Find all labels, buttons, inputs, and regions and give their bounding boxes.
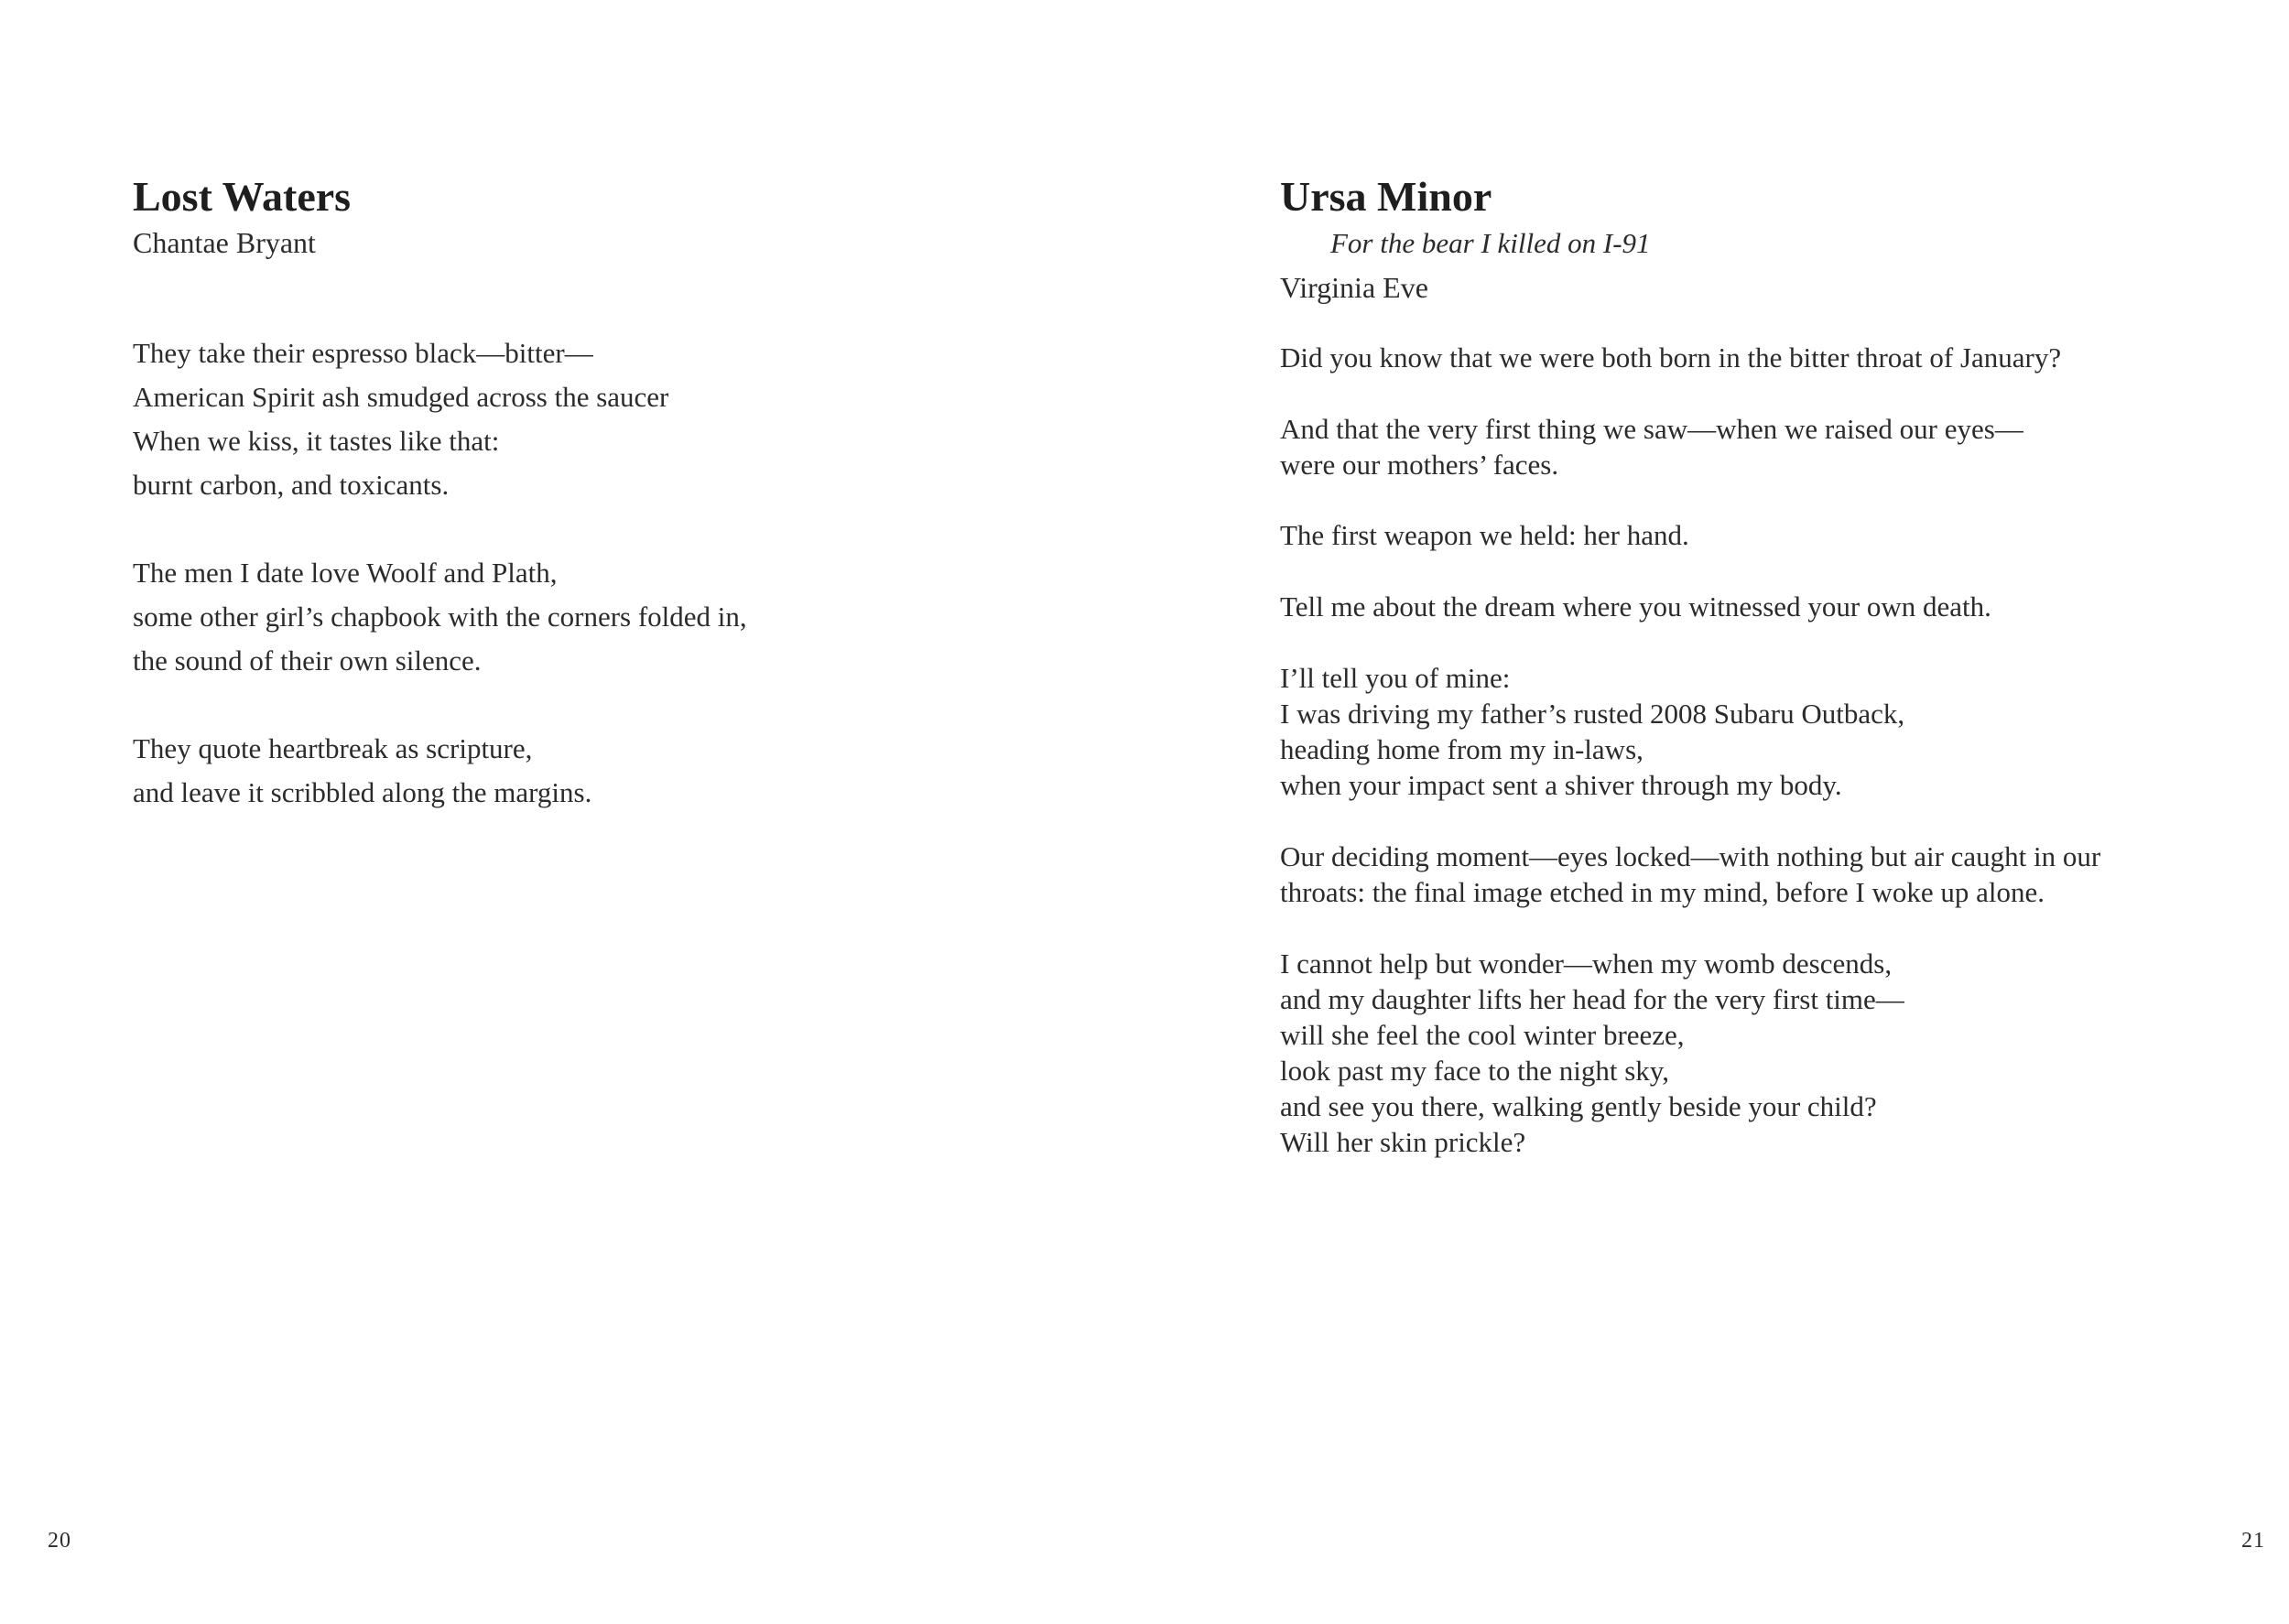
poem-line: I was driving my father’s rusted 2008 Subaru Outback, — [1280, 698, 1905, 730]
stanza — [1280, 660, 1904, 803]
poem-line: Will her skin prickle? — [1280, 1126, 1526, 1158]
poem-dedication: For the bear I killed on I-91 — [1330, 227, 1651, 259]
poem-line: Our deciding moment—eyes locked—with nothing but air caught in our — [1280, 840, 2101, 872]
stanza — [133, 551, 747, 683]
poem-line: and leave it scribbled along the margins. — [133, 776, 592, 808]
poem-author: Virginia Eve — [1280, 271, 1428, 304]
poem-line: heading home from my in-laws, — [1280, 733, 1644, 765]
poem-line: American Spirit ash smudged across the saucer — [133, 381, 669, 413]
poem-line: The first weapon we held: her hand. — [1280, 519, 1689, 551]
stanza — [1280, 517, 1689, 553]
stanza — [1280, 839, 2100, 910]
poem-line: when your impact sent a shiver through my body. — [1280, 769, 1842, 801]
stanza — [1280, 589, 1991, 624]
left-page — [0, 0, 1144, 1624]
poem-title: Ursa Minor — [1280, 173, 1492, 220]
poem-line: Did you know that we were both born in the bitter throat of January? — [1280, 341, 2062, 374]
poem-line: I cannot help but wonder—when my womb descends, — [1280, 947, 1893, 980]
poem-line: They quote heartbreak as scripture, — [133, 732, 533, 764]
poem-line: look past my face to the night sky, — [1280, 1055, 1670, 1087]
poem-line: They take their espresso black—bitter— — [133, 337, 593, 369]
poem-line: and see you there, walking gently beside your child? — [1280, 1090, 1877, 1122]
poem-line: Tell me about the dream where you witnessed your own death. — [1280, 590, 1991, 623]
poem-title: Lost Waters — [133, 173, 352, 220]
stanza — [1280, 411, 2023, 482]
poem-line: When we kiss, it tastes like that: — [133, 425, 500, 457]
right-page — [1144, 0, 2289, 1624]
page-number: 21 — [2241, 1529, 2265, 1553]
poem-line: the sound of their own silence. — [133, 644, 482, 677]
stanza — [133, 727, 591, 815]
poem-author: Chantae Bryant — [133, 226, 316, 259]
stanza — [133, 331, 668, 507]
poem-line: burnt carbon, and toxicants. — [133, 469, 450, 501]
stanza — [1280, 946, 1904, 1160]
poem-line: some other girl’s chapbook with the corners folded in, — [133, 601, 747, 633]
poem-line: and my daughter lifts her head for the very first time— — [1280, 983, 1904, 1015]
poem-line: throats: the final image etched in my mind, before I woke up alone. — [1280, 876, 2045, 908]
poem-line: The men I date love Woolf and Plath, — [133, 557, 558, 589]
poem-line: were our mothers’ faces. — [1280, 449, 1559, 481]
poem-line: I’ll tell you of mine: — [1280, 662, 1511, 694]
page-number: 20 — [48, 1529, 71, 1553]
stanza — [1280, 340, 2061, 375]
poem-line: And that the very first thing we saw—when we raised our eyes— — [1280, 413, 2023, 445]
poem-line: will she feel the cool winter breeze, — [1280, 1019, 1685, 1051]
